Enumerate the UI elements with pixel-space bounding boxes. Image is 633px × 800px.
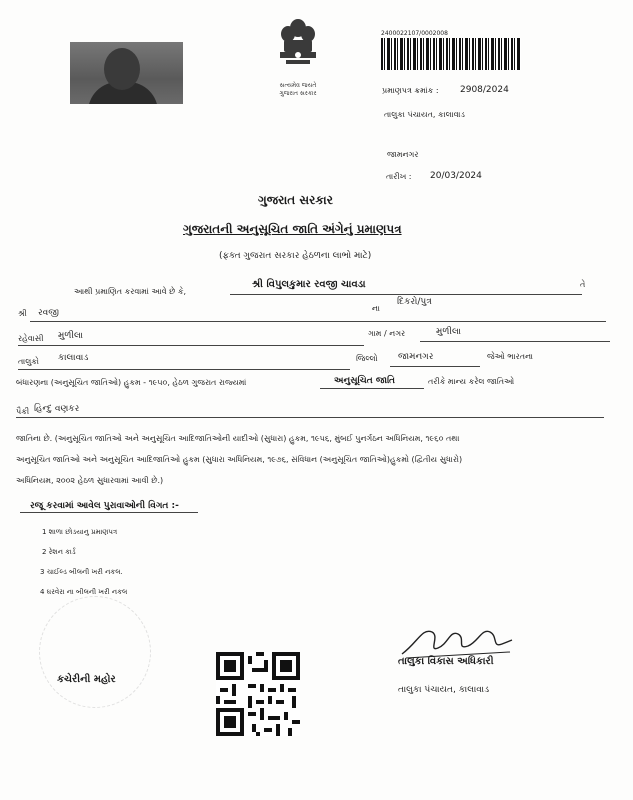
applicant-name: શ્રી વિપુલકુમાર રવજી ચાવડા xyxy=(252,279,366,290)
legal-para-3: અધિનિયમ, ૨૦૦૨ હેઠળ સુધારવામાં આવી છે.) xyxy=(16,476,164,485)
taluka-value: કાલાવાડ xyxy=(58,353,89,363)
legal-para-2: અનુસૂચિત જાતિઓ અને અનુસૂચિત આદિજાતિઓ હુકમ (સુધારા અધિનિયમ, ૧૯૭૬, સંવિધાન (અનુસૂચિત જાતિઓ)હુકમો (દ્વિતીય સુધારો) xyxy=(16,455,463,464)
certificate-no-label: પ્રમાણપત્ર ક્રમાંક : xyxy=(382,86,439,95)
resident-value: મુળીલા xyxy=(58,331,83,341)
relation-value: દિકરો/પુત્ર xyxy=(397,297,432,307)
relation-label: ના xyxy=(372,304,380,313)
category-underline xyxy=(320,388,424,389)
village-underline xyxy=(420,341,610,342)
recognized-text: તરીકે માન્ય કરેલ જાતિઓ xyxy=(428,377,515,386)
father-name: રવજી xyxy=(38,308,59,318)
taluka-underline xyxy=(18,369,350,370)
name-underline xyxy=(230,294,582,295)
taluka-label: તાલુકો xyxy=(18,357,39,366)
applicant-photo xyxy=(70,42,183,104)
order-text: બંધારણના (અનુસૂચિત જાતિઓ) હુકમ - ૧૯૫૦, હેઠળ ગુજરાત રાજ્યમાં xyxy=(16,378,247,387)
office-seal-mark xyxy=(39,596,151,708)
emblem-motto: સત્યમેવ જયતે xyxy=(279,82,317,89)
documents-heading-underline xyxy=(20,512,198,513)
india-text: જેઓ ભારતના xyxy=(487,352,534,361)
document-item: 2 રેશન કાર્ડ xyxy=(42,548,76,556)
government-heading: ગુજરાત સરકાર xyxy=(258,193,333,207)
barcode xyxy=(381,38,521,70)
national-emblem-icon xyxy=(266,14,330,78)
qr-code[interactable] xyxy=(216,652,300,736)
certificate-title: ગુજરાતની અનુસૂચિત જાતિ અંગેનું પ્રમાણપત્ર xyxy=(183,222,402,236)
district-value: જામનગર xyxy=(398,352,434,362)
barcode-number: 2400022107/0002008 xyxy=(381,30,448,37)
resident-underline xyxy=(18,345,364,346)
photo-head xyxy=(104,48,140,90)
certify-prefix: આથી પ્રમાણિત કરવામાં આવે છે કે, xyxy=(74,287,187,296)
header-district: જામનગર xyxy=(387,150,419,159)
father-underline xyxy=(30,321,606,322)
certificate-no: 2908/2024 xyxy=(460,85,509,95)
resident-label: રહેવાસી xyxy=(18,334,44,343)
document-item: 3 ચાઈલ્ડ બીલની ખરી નકલ. xyxy=(40,568,123,576)
village-label: ગામ / નગર xyxy=(368,329,406,338)
document-item: 1 શાળા છોડયાનુ પ્રમાણપત્ર xyxy=(42,528,118,536)
shri-label: શ્રી xyxy=(18,309,27,318)
documents-heading: રજૂ કરવામાં આવેલ પુરાવાઓની વિગત :- xyxy=(30,501,179,511)
category-value: અનુસૂચિત જાતિ xyxy=(334,376,395,386)
header-office: તાલુકા પંચાયત, કાલાવાડ xyxy=(384,110,465,119)
officer-office: તાલુકા પંચાયત, કાલાવાડ xyxy=(398,685,490,695)
legal-para-1: જાતિના છે. (અનુસૂચિત જાતિઓ અને અનુસૂચિત આદિજાતિઓની યાદીઓ (સુધારા) હુકમ, ૧૯૫૬, મુંબઈ પુનર્ગઠન અધિનિયમ, ૧૯૬૦ તથા xyxy=(16,434,460,443)
district-underline xyxy=(390,366,480,367)
office-seal-label: કચેરીની મહોર xyxy=(57,674,116,685)
caste-prefix: પૈકી xyxy=(16,407,30,416)
village-value: મુળીલા xyxy=(436,327,461,337)
certificate-date: 20/03/2024 xyxy=(430,171,482,181)
certificate-subtitle: (ફક્ત ગુજરાત સરકાર હેઠળના લાભો માટે) xyxy=(219,251,372,261)
officer-title: તાલુકા વિકાસ અધિકારી xyxy=(398,656,494,667)
date-label: તારીખ : xyxy=(386,172,412,181)
emblem-government: ગુજરાત સરકાર xyxy=(279,90,317,97)
district-label: જિલ્લો xyxy=(356,354,378,363)
caste-value: હિન્દુ વણકર xyxy=(34,404,80,414)
document-item: 4 ઘરવેરા ના બીલની ખરી નકલ xyxy=(40,588,128,596)
name-suffix: તે xyxy=(580,280,586,289)
caste-underline xyxy=(16,417,604,418)
